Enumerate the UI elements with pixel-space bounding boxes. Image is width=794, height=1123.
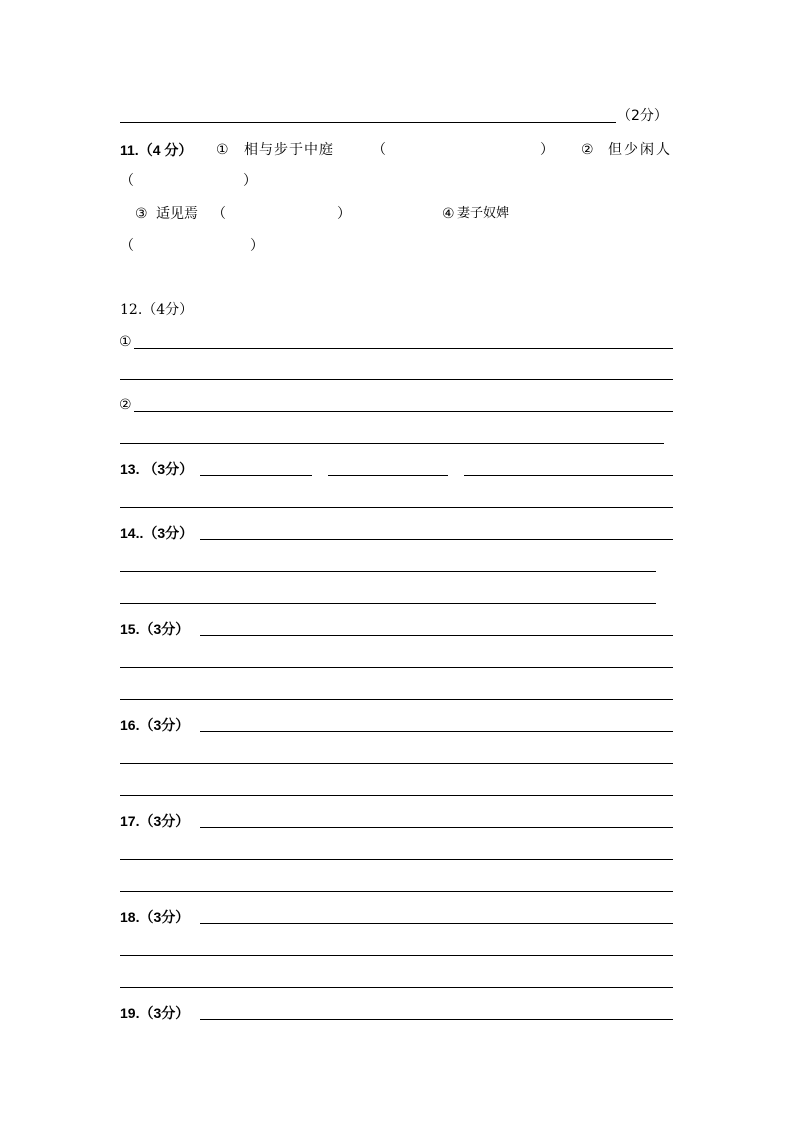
answer-line[interactable] (120, 891, 673, 892)
answer-line[interactable] (134, 411, 673, 412)
item-text-1: 相与步于中庭 (244, 142, 334, 158)
paren-open-1: （ (372, 142, 386, 158)
paren-close-1: ） (540, 142, 554, 158)
question-17-label: 17.（3分） (120, 813, 190, 829)
answer-line[interactable] (120, 571, 656, 572)
item-mark-3: ③ (135, 206, 148, 222)
question-14-label: 14..（3分） (120, 525, 194, 541)
answer-line[interactable] (120, 987, 673, 988)
question-11-label: 11.（4 分） (120, 142, 193, 158)
answer-line[interactable] (200, 827, 673, 828)
answer-line[interactable] (120, 859, 673, 860)
question-13-label: 13. （3分） (120, 461, 194, 477)
paren-open-4: （ (120, 238, 134, 254)
item-mark-2: ② (581, 142, 594, 158)
answer-line[interactable] (200, 731, 673, 732)
answer-line[interactable] (328, 475, 448, 476)
question-16-label: 16.（3分） (120, 717, 190, 733)
answer-mark-1: ① (119, 334, 132, 350)
item-mark-4: ④ (442, 206, 455, 222)
answer-line[interactable] (120, 603, 656, 604)
answer-line[interactable] (200, 539, 673, 540)
question-12-label: 12.（4分） (120, 302, 194, 318)
answer-line[interactable] (200, 1019, 673, 1020)
answer-mark-2: ② (119, 397, 132, 413)
answer-line[interactable] (120, 379, 673, 380)
item-text-3: 适见焉 (156, 206, 198, 222)
answer-line[interactable] (464, 475, 673, 476)
answer-line[interactable] (120, 955, 673, 956)
question-18-label: 18.（3分） (120, 909, 190, 925)
answer-line[interactable] (120, 699, 673, 700)
paren-open-2: （ (120, 173, 134, 189)
item-text-4: 妻子奴婢 (457, 206, 510, 221)
answer-line[interactable] (120, 507, 673, 508)
answer-line[interactable] (120, 795, 673, 796)
score-label: （2分） (617, 108, 668, 124)
item-text-2: 但少闲人 (608, 142, 672, 158)
answer-line[interactable] (200, 475, 312, 476)
paren-open-3: （ (212, 206, 226, 222)
paren-close-2: ） (243, 173, 257, 189)
paren-close-4: ） (250, 238, 264, 254)
answer-line[interactable] (120, 443, 664, 444)
answer-line[interactable] (120, 122, 616, 123)
answer-line[interactable] (120, 667, 673, 668)
item-mark-1: ① (216, 142, 229, 158)
answer-line[interactable] (134, 348, 673, 349)
question-15-label: 15.（3分） (120, 621, 190, 637)
answer-line[interactable] (200, 923, 673, 924)
answer-line[interactable] (120, 763, 673, 764)
question-19-label: 19.（3分） (120, 1005, 190, 1021)
paren-close-3: ） (337, 206, 351, 222)
answer-line[interactable] (200, 635, 673, 636)
